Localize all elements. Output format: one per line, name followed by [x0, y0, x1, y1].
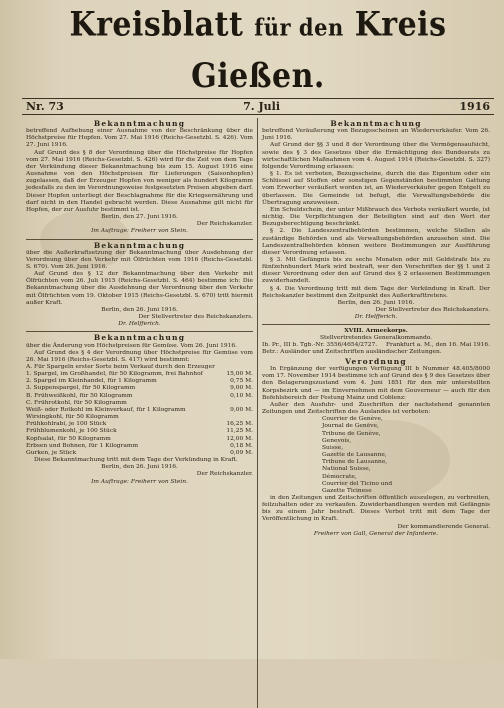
list-item: Courrier del Ticino und	[322, 480, 393, 487]
price-row: A. Für Spargeln erster Sorte beim Verkauf durch den Erzeuger	[26, 364, 215, 370]
notice-text: in den Zeitungen und Zeitschriften öffentlich auszulegen, zu verbreiten, feilzuhalten oder zu verkaufen. Zuwiderhandlungen werden mit Gefängnis bis zu einem Jahr bestraft. Dieses Verbot tritt mit dem Tage der Veröffentlichung in Kraft.	[262, 494, 490, 523]
notice-text: Auf Grund des § 12 der Bekanntmachung über den Verkehr mit Ölfrüchten vom 26. Juli 1915 (Reichs-Gesetzbl. S. 464) bestimme ich: Die Bekanntmachung über die Ausdehnung der Verordnung über den Verkehr mit Ölfrüchten vom 19. Oktober 1915 (Reichs-Gesetzbl. S. 670) tritt hiermit außer Kraft.	[26, 271, 253, 306]
notice-intro: über die Außerkraftsetzung der Bekanntmachung über Ausdehnung der Verordnung über den Verkehr mit Ölfrüchten vom 1916 (Reichs-Gesetzbl. S. 670). Vom 26. Juni 1916.	[26, 249, 253, 270]
price-row: Frühblumenkohl, je 100 Stück 11,25 M.	[26, 428, 253, 435]
notice-office: Der Stellvertreter des Reichskanzlers.	[138, 314, 253, 321]
price-row: 2. Spargel im Kleinhandel, für 1 Kilogramm 0,75 M.	[26, 378, 253, 385]
paragraph: § 2. Die Landeszentralbehörden bestimmen, welche Stellen als zuständige Behörden und als Verwaltungsbehörden anzusehen sind. Die Landeszentralbehörden können weitere Bestimmungen zur Ausführung dieser Verordnung erlassen.	[262, 228, 490, 256]
notice-date: Berlin, den 26. Juni 1916.	[101, 464, 178, 471]
list-item: Journal de Genève,	[322, 423, 379, 430]
list-item: Gazette Ticinese	[322, 487, 372, 494]
notice-signature: Im Auftrage: Freiherr von Stein.	[91, 478, 188, 485]
divider	[26, 239, 253, 240]
list-item: Démocrate,	[322, 473, 357, 480]
masthead-part2: für den	[254, 12, 344, 41]
notice-text: Auf Grund des § 4 der Verordnung über Höchstpreise für Gemüse vom 26. Mai 1916 (Reichs-Gesetzbl. S. 417) wird bestimmt:	[26, 349, 253, 363]
notice-intro: über die Änderung von Höchstpreisen für Gemüse. Vom 26. Juni 1916.	[26, 342, 237, 349]
notice-signature: Dr. Helfferich.	[354, 314, 398, 321]
left-column	[22, 118, 258, 708]
list-item: National Suisse,	[322, 466, 371, 473]
masthead	[22, 1, 494, 102]
paragraph: Ein Schuldschein, der unter Mißbrauch des Verbots veräußert wurde, ist nichtig. Die Verpflichtungen der Beteiligten sind auf den Wert der Bezugsberechtigung beschränkt.	[262, 206, 490, 228]
newspaper-list	[262, 416, 490, 495]
notice-signature: Freiherr von Gall, General der Infanterie.	[313, 530, 439, 537]
paragraph: § 4. Die Verordnung tritt mit dem Tage der Verkündung in Kraft. Der Reichskanzler bestimmt den Zeitpunkt des Außerkrafttretens.	[262, 285, 490, 299]
price-row: Weiß- oder Rotkohl im Kleinverkauf, für 1 Kilogramm 9,00 M.	[26, 406, 253, 413]
notice-office: Der Stellvertreter des Reichskanzlers.	[375, 307, 490, 314]
reference-place: Frankfurt a. M., den 16. Mai 1916.	[385, 341, 490, 348]
subject-line: Betr.: Ausländer und Zeitschriften ausländischer Zeitungen.	[262, 348, 442, 355]
notice-office: Der Reichskanzler.	[196, 471, 253, 478]
notice-date: Berlin, den 26. Juni 1916.	[101, 306, 178, 313]
notice-date: Berlin, den 27. Juni 1916.	[101, 214, 178, 221]
notice-office: Der Reichskanzler.	[196, 221, 253, 228]
notice-title: Bekanntmachung	[93, 240, 186, 250]
corps-heading: XVIII. Armeekorps.	[344, 327, 408, 335]
price-row: Kopfsalat, für 50 Kilogramm 12,00 M.	[26, 435, 253, 442]
issue-number: Nr. 73	[26, 100, 64, 113]
right-column	[258, 118, 494, 708]
notice-text: Auf Grund des § 8 der Verordnung über die Höchstpreise für Hopfen vom 27. Mai 1916 (Reichs-Gesetzbl. S. 426) wird für die Zeit von dem Tage der Verkündung dieser Bekanntmachung bis zum 15. August 1916 eine Ausnahme von den Höchstpreisen für Lieferungen (Saisonhopfen) zugelassen, daß der Erzeuger Hopfen von weniger als hundert Kilogramm jedesfalls zu den im Verordnungsweise festgesetzten Preisen abgeben darf. Dieser Hopfen unterliegt der Beschlagnahme für die Kriegsernährung und darf nicht in den Handel gebracht werden. Diese Ausnahme gilt nicht für Hopfen, der zur Ausfuhr bestimmt ist.	[26, 149, 253, 213]
price-list	[26, 364, 253, 457]
issue-date: 7. Juli	[243, 100, 281, 113]
divider	[26, 331, 253, 332]
reference-number: Ib. Pr., III b. Tgb.-Nr. 3556/4654/2727.	[262, 341, 378, 348]
divider	[262, 324, 490, 325]
masthead-part1: Kreisblatt	[69, 5, 244, 45]
price-row: 3. Suppenspargel, für 50 Kilogramm 9,00 M.	[26, 385, 253, 392]
paragraph: § 1. Es ist verboten, Bezugsscheine, durch die das Eigentum oder ein Schlüssel auf Stoffen oder sonstigen Gegenständen bestimmten Gattung vom Erwerber veräußert worden ist, an Wiederverkäufer gegen Entgelt zu überlassen. Die Gemeinde ist befugt, die Verwaltungsbehörde die Übertragung anzuweisen.	[262, 171, 490, 206]
notice-signature: Im Auftrage: Freiherr von Stein.	[91, 228, 188, 235]
masthead-part3: Kreis Gießen.	[191, 5, 447, 96]
notice-date: Berlin, den 26. Juni 1916.	[337, 299, 415, 306]
price-row: 1. Spargel, im Großhandel, für 50 Kilogramm, frei Bahnhof 15,00 M.	[26, 371, 253, 378]
price-row: Gurken, je Stück 0,09 M.	[26, 449, 253, 456]
notice-title: Bekanntmachung	[93, 333, 186, 343]
price-row: Wirsingkohl, für 50 Kilogramm	[26, 414, 119, 421]
notice-text: Auf Grund der §§ 3 und 8 der Verordnung über die Vermögensaufsicht, sowie des § 3 des Gesetzes über die Ermächtigung des Bundesrats zu wirtschaftlichen Maßnahmen vom 4. August 1914 (Reichs-Gesetzbl. S. 327) folgende Verordnung erlassen:	[262, 142, 490, 170]
notice-intro: betreffend Aufhebung einer Ausnahme von der Beschränkung über die Höchstpreise für Hopfen. Vom 27. Mai 1916 (Reichs-Gesetzbl. S. 426). Vom 27. Juni 1916.	[26, 128, 253, 149]
notice-office: Der kommandierende General.	[397, 523, 490, 530]
notice-title: Bekanntmachung	[330, 119, 422, 128]
list-item: Genevois,	[322, 437, 352, 444]
price-row: C. Frührotkohl, für 50 Kilogramm	[26, 399, 127, 406]
notice-signature: Dr. Helfferich.	[118, 321, 161, 328]
price-row: Erbsen und Bohnen, für 1 Kilogramm 0,18 M.	[26, 442, 253, 449]
issue-year: 1916	[459, 100, 490, 113]
command-heading: Stellvertretendes Generalkommando.	[319, 334, 433, 341]
reference-line	[262, 342, 490, 349]
list-item: Tribune de Lausanne,	[322, 459, 388, 466]
list-item: Tribune de Genève,	[322, 430, 381, 437]
notice-intro: betreffend Veräußerung von Bezugsscheinen an Wiederverkäufer. Vom 26. Juni 1916.	[262, 128, 490, 142]
notice-title: Verordnung	[345, 357, 407, 366]
price-row: B. Frühweißkohl, für 50 Kilogramm 0,10 M.	[26, 392, 253, 399]
price-row: Frühkohlrabi, je 100 Stück 16,25 M.	[26, 421, 253, 428]
paragraph: § 3. Mit Gefängnis bis zu sechs Monaten oder mit Geldstrafe bis zu fünfzehnhundert Mark wird bestraft, wer den Vorschriften der §§ 1 und 2 dieser Verordnung oder den auf Grund des § 2 erlassenen Bestimmungen zuwiderhandelt.	[262, 256, 490, 285]
list-item: Suisse,	[322, 444, 344, 451]
notice-text: Diese Bekanntmachung tritt mit dem Tage der Verkündung in Kraft.	[34, 457, 238, 464]
columns	[22, 118, 494, 708]
list-item: Gazette de Lausanne,	[322, 452, 387, 459]
notice-title: Bekanntmachung	[93, 119, 186, 128]
notice-text: In Ergänzung der verfügungen Verfügung III b Nummer 48.405/8000 vom 17. November 1914 bestimme ich auf Grund des § 9 des Gesetzes über den Belagerungszustand vom 4. Juni 1851 für den mir unterstellten Korpsbezirk und — im Einvernehmen mit dem Gouverneur — auch für den Befehlsbereich der Festung Mainz und Coblenz:	[262, 366, 490, 401]
notice-text: Außer den Ausfuhr- und Zuschriften der nachstehend genannten Zeitungen und Zeitschriften des Auslandes ist verboten:	[262, 401, 490, 416]
list-item: Courrier de Genève,	[322, 416, 383, 423]
